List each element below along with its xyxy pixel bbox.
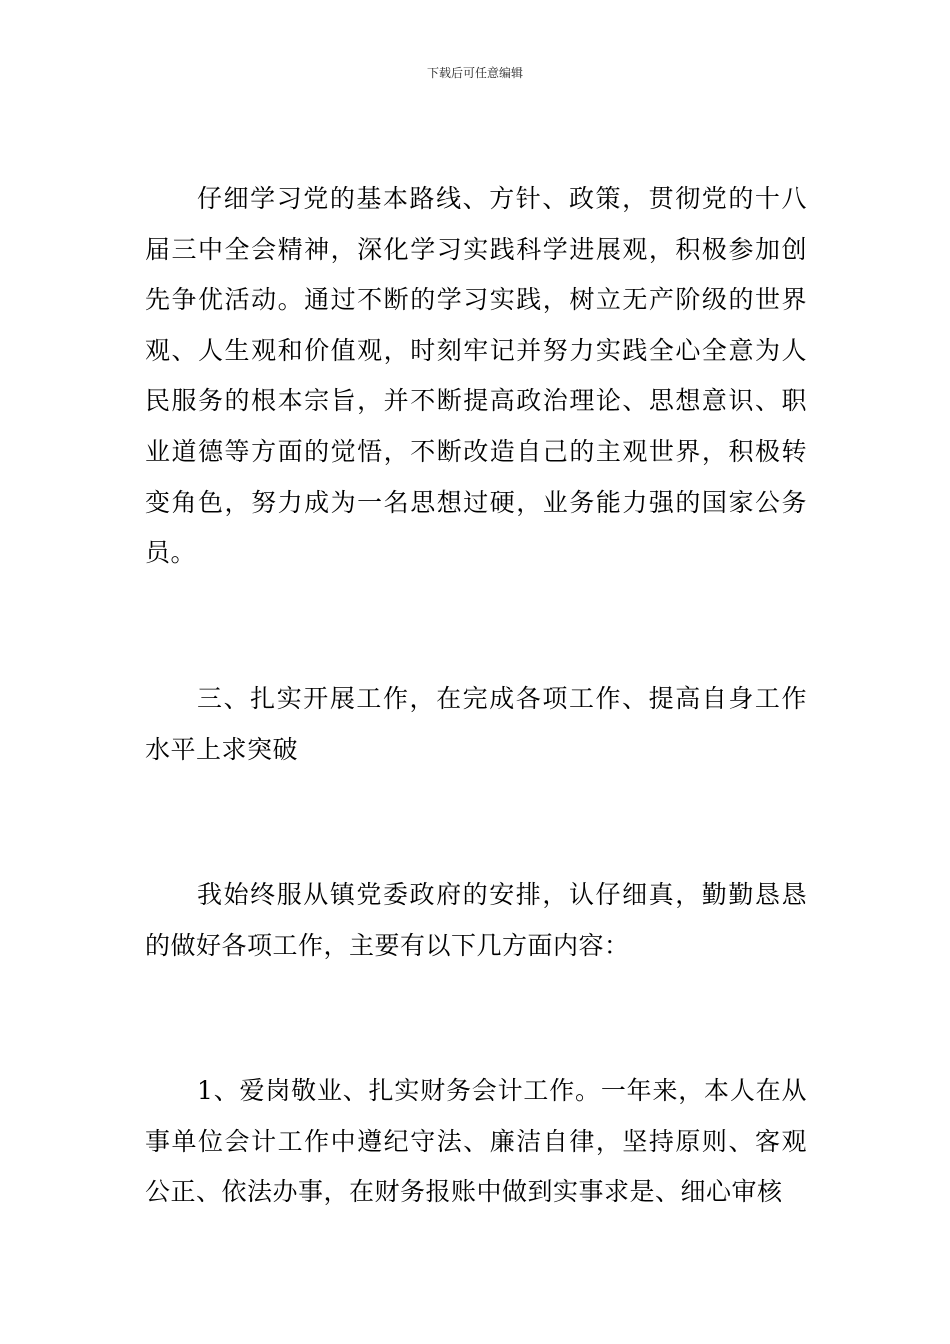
body-paragraph-political-study: 仔细学习党的基本路线、方针、政策，贯彻党的十八届三中全会精神，深化学习实践科学进展观，积极参加创先争优活动。通过不断的学习实践，树立无产阶级的世界观、人生观和价值观，时刻牢记并努力实践全心全意为人民服务的根本宗旨，并不断提高政治理论、思想意识、职业道德等方面的觉悟，不断改造自己的主观世界，积极转变角色，努力成为一名思想过硬，业务能力强的国家公务员。 [145, 184, 807, 568]
body-paragraph-work-intro: 我始终服从镇党委政府的安排，认仔细真，勤勤恳恳的做好各项工作，主要有以下几方面内容： [145, 880, 807, 960]
body-paragraph-accounting: 1、爱岗敬业、扎实财务会计工作。一年来，本人在从事单位会计工作中遵纪守法、廉洁自律，坚持原则、客观公正、依法办事，在财务报账中做到实事求是、细心审核 [145, 1076, 807, 1207]
section-heading-work: 三、扎实开展工作，在完成各项工作、提高自身工作水平上求突破 [145, 684, 807, 764]
page-header-note: 下载后可任意编辑 [426, 66, 523, 80]
